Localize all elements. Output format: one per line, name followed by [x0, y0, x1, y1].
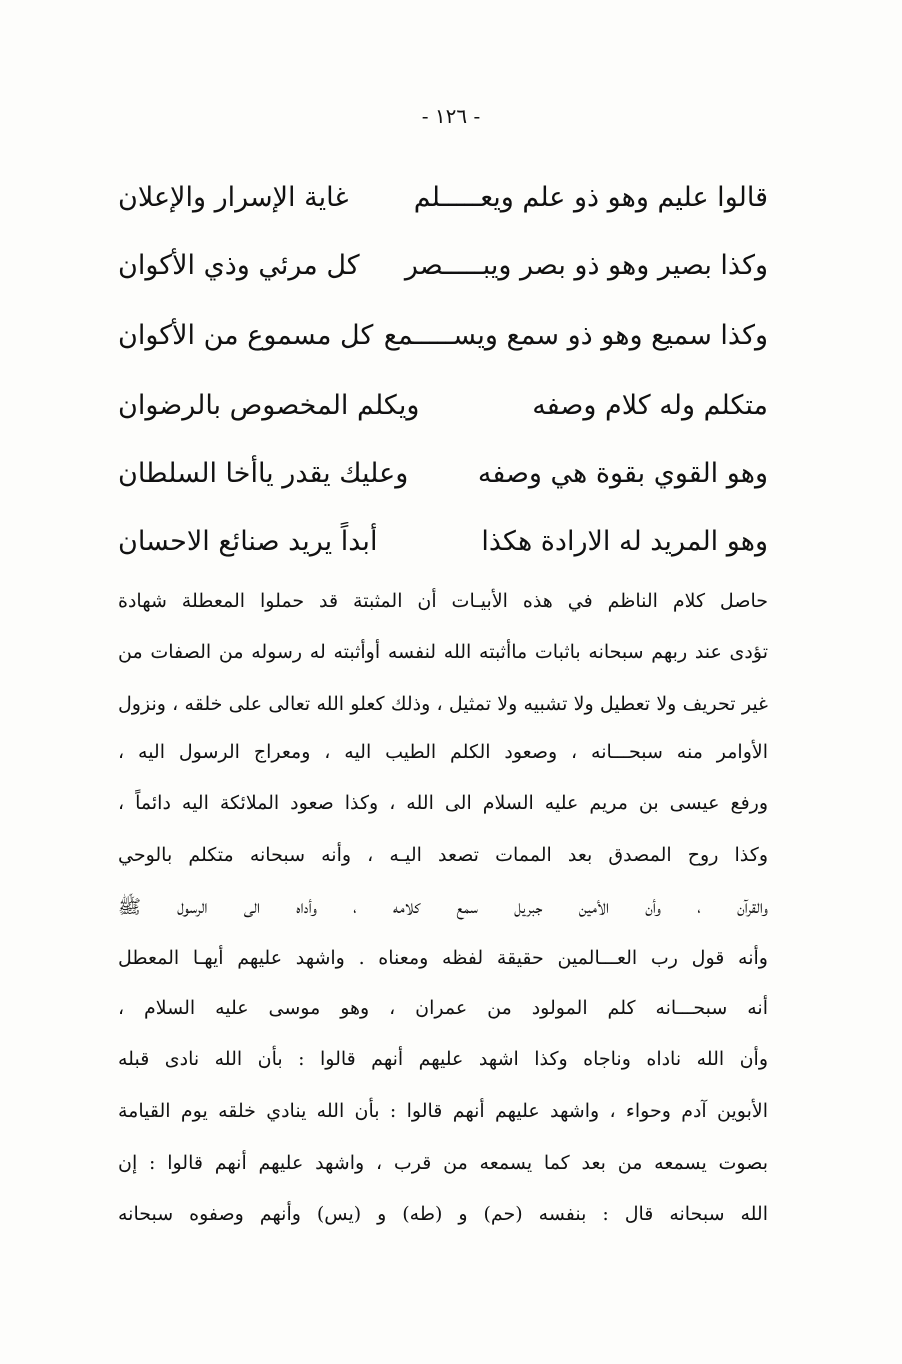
commentary-line: وأن الله ناداه وناجاه وكذا اشهد عليهم أنهم قالوا : بأن الله نادى قبله [118, 1048, 768, 1070]
verse-hemistich: وكذا سميع وهو ذو سمع ويســـــمع [383, 320, 768, 351]
verse-line [118, 178, 768, 218]
verse-line [118, 246, 768, 286]
page-number: - ١٢٦ - [421, 104, 481, 128]
verse-hemistich: كل مسموع من الأكوان [118, 320, 374, 351]
verse-line [118, 386, 768, 426]
verse-hemistich: وكذا بصير وهو ذو بصر ويبـــــصر [404, 250, 768, 281]
verse-hemistich: قالوا عليم وهو ذو علم ويعـــــلم [413, 182, 768, 213]
commentary-line: وأنه قول رب العـــالمين حقيقة لفظه ومعناه . واشهد عليهم أيهـا المعطل [118, 947, 768, 969]
verse-hemistich: غاية الإسرار والإعلان [118, 182, 349, 213]
commentary-line: الأوامر منه سبحـــانه ، وصعود الكلم الطيب اليه ، ومعراج الرسول اليه ، [118, 741, 768, 763]
verse-hemistich: متكلم وله كلام وصفه [532, 390, 768, 421]
verse-hemistich: ويكلم المخصوص بالرضوان [118, 390, 420, 421]
commentary-line: غير تحريف ولا تعطيل ولا تشبيه ولا تمثيل ، وذلك كعلو الله تعالى على خلقه ، ونزول [118, 693, 768, 715]
commentary-line: وكذا روح المصدق بعد الممات تصعد اليـه ، وأنه سبحانه متكلم بالوحي [118, 844, 768, 866]
commentary-line: والقرآن ، وأن الأمين جبريل سمع كلامه ، وأداه الى الرسول ﷺ [118, 896, 768, 918]
verse-hemistich: أبداً يريد صنائع الاحسان [118, 526, 378, 557]
verse-line [118, 316, 768, 356]
commentary-line: الأبوين آدم وحواء ، واشهد عليهم أنهم قالوا : بأن الله ينادي خلقه يوم القيامة [118, 1100, 768, 1122]
verse-hemistich: وعليك يقدر ياأخا السلطان [118, 458, 409, 489]
verse-line [118, 454, 768, 494]
verse-hemistich: كل مرئي وذي الأكوان [118, 250, 360, 281]
commentary-line: ورفع عيسى بن مريم عليه السلام الى الله ، وكذا صعود الملائكة اليه دائماً ، [118, 792, 768, 814]
verse-line [118, 522, 768, 562]
commentary-line: أنه سبحـــانه كلم المولود من عمران ، وهو موسى عليه السلام ، [118, 997, 768, 1019]
commentary-line: بصوت يسمعه من بعد كما يسمعه من قرب ، واشهد عليهم أنهم قالوا : إن [118, 1152, 768, 1174]
commentary-line: حاصل كلام الناظم في هذه الأبيـات أن المثبتة قد حملوا المعطلة شهادة [118, 590, 768, 612]
verse-hemistich: وهو القوي بقوة هي وصفه [477, 458, 768, 489]
verse-hemistich: وهو المريد له الارادة هكذا [481, 526, 768, 557]
commentary-line: تؤدى عند ربهم سبحانه باثبات ماأثبته الله لنفسه أوأثبته له رسوله من الصفات من [118, 641, 768, 663]
commentary-line: الله سبحانه قال : بنفسه (حم) و (طه) و (يس) وأنهم وصفوه سبحانه [118, 1203, 768, 1225]
